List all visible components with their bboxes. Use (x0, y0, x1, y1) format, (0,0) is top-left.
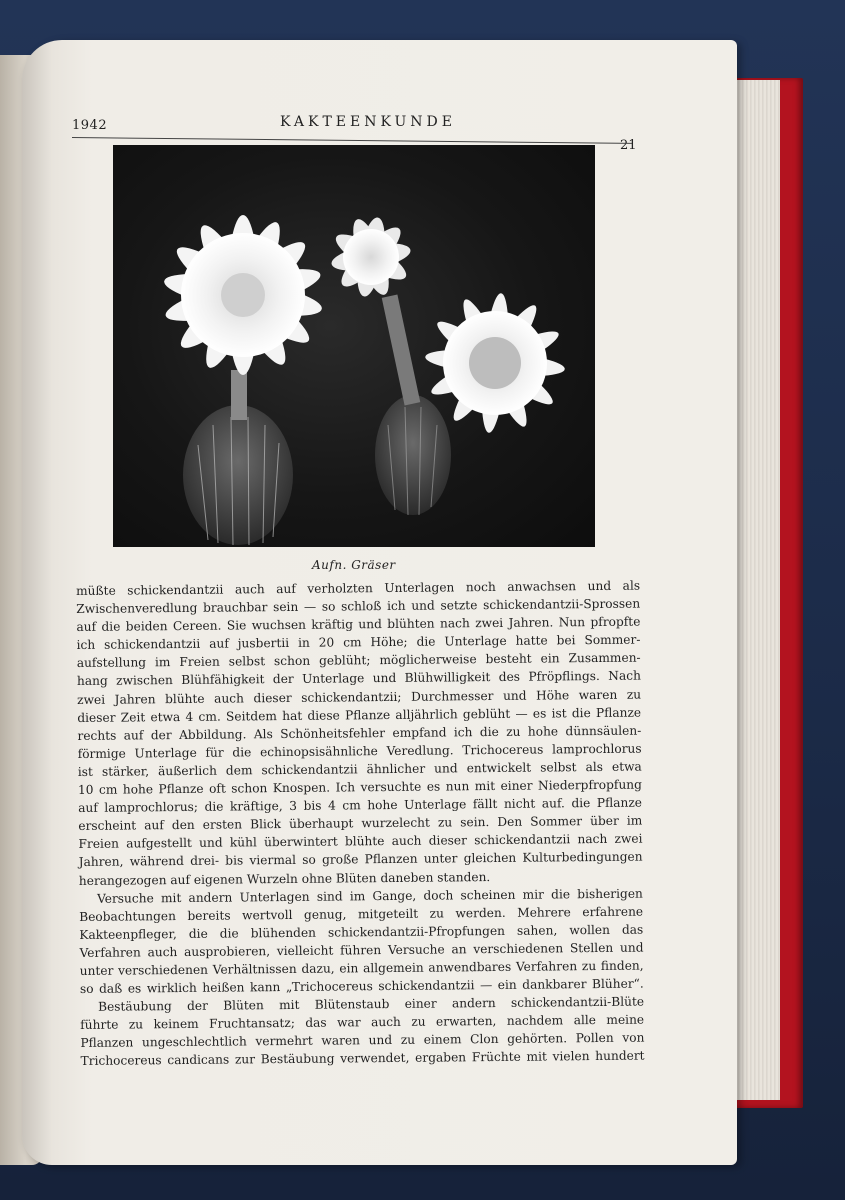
cactus-flower-photo (113, 145, 595, 547)
text-line: Bestäubung der Blüten mit Blütenstaub einer andern schickendantzii-Blüte (98, 994, 645, 1014)
text-line: zwei Jahren blühte auch dieser schickendantzii; Durchmesser und Höhe waren zu (77, 687, 642, 707)
text-line: auf lamprochlorus; die kräftige, 3 bis 4 cm hohe Unterlage fällt nicht auf. die Pflanze (78, 795, 643, 816)
text-line: Freien aufgestellt und kühl überwintert blühte auch dieser schickendantzii nach zwei (78, 831, 643, 852)
text-line: führte zu keinem Fruchtansatz; das war auch zu erwarten, nachdem alle meine (80, 1012, 645, 1033)
text-line: erscheint auf den ersten Blick überhaupt wurzelecht zu sein. Den Sommer über im (78, 813, 643, 834)
text-line: dieser Zeit etwa 4 cm. Seitdem hat diese Pflanze alljährlich geblüht — es ist die Pflanze (77, 705, 642, 725)
body-text (76, 577, 645, 1071)
text-line: unter verschiedenen Verhältnissen dazu, ein allgemein anwendbares Verfahren zu finden, (79, 958, 644, 978)
figure-caption: Aufn. Gräser (312, 558, 396, 572)
text-line: Beobachtungen bereits wertvoll genug, mitgeteilt zu werden. Mehrere erfahrene (79, 904, 644, 924)
text-line: 10 cm hohe Pflanze oft schon Knospen. Ich versuchte es nun mit einer Niederpfropfung (77, 777, 642, 798)
text-line: Zwischenveredlung brauchbar sein — so schloß ich und setzte schickendantzii-Sprossen (76, 596, 641, 617)
text-line: ist stärker, äußerlich dem schickendantzii ähnlicher und entwickelt selbst als etwa (77, 759, 642, 779)
header-rule (72, 137, 632, 144)
text-line: Versuche mit andern Unterlagen sind im Gange, doch scheinen mir die bisherigen (96, 886, 643, 906)
text-line: auf die beiden Cereen. Sie wuchsen kräftig und blühten nach zwei Jahren. Nun pfropfte (76, 614, 641, 635)
text-line: Kakteenpfleger, die die blühenden schickendantzii-Pfropfungen sahen, wollen das (79, 922, 644, 942)
text-line: Pflanzen ungeschlechtlich vermehrt waren und zu einem Clon gehörten. Pollen von (80, 1030, 645, 1051)
text-line: Jahren, während drei- bis viermal so große Pflanzen unter gleichen Kulturbedingungen (78, 849, 643, 870)
header-year: 1942 (72, 118, 108, 133)
text-line: so daß es wirklich heißen kann „Trichocereus schickendantzii — ein dankbarer Blüher“. (79, 976, 644, 997)
text-line: Trichocereus candicans zur Bestäubung verwendet, ergaben Früchte mit vielen hundert (80, 1049, 645, 1069)
text-line: aufstellung im Freien selbst schon geblüht; möglicherweise besteht ein Zusammen- (76, 650, 641, 671)
text-line: herangezogen auf eigenen Wurzeln ohne Blüten daneben standen. (78, 869, 491, 888)
text-line: hang zwischen Blühfähigkeit der Unterlage und Blühwilligkeit des Pfröpflings. Nach (76, 669, 641, 689)
text-line: förmige Unterlage für die echinopsisähnliche Veredlung. Trichocereus lamprochlorus (77, 741, 642, 761)
text-line: müßte schickendantzii auch auf verholzten Unterlagen noch anwachsen und als (76, 578, 641, 598)
text-line: ich schickendantzii auf jusbertii in 20 cm Höhe; die Unterlage hatte bei Sommer- (76, 632, 641, 653)
header-page-number: 21 (620, 138, 637, 153)
text-line: rechts auf der Abbildung. Als Schönheitsfehler empfand ich die zu hohe dünnsäulen- (77, 723, 642, 743)
header-journal-title: KAKTEENKUNDE (280, 114, 456, 130)
text-line: Verfahren auch ausprobieren, vielleicht führen Versuche an verschiedenen Stellen und (79, 940, 644, 960)
